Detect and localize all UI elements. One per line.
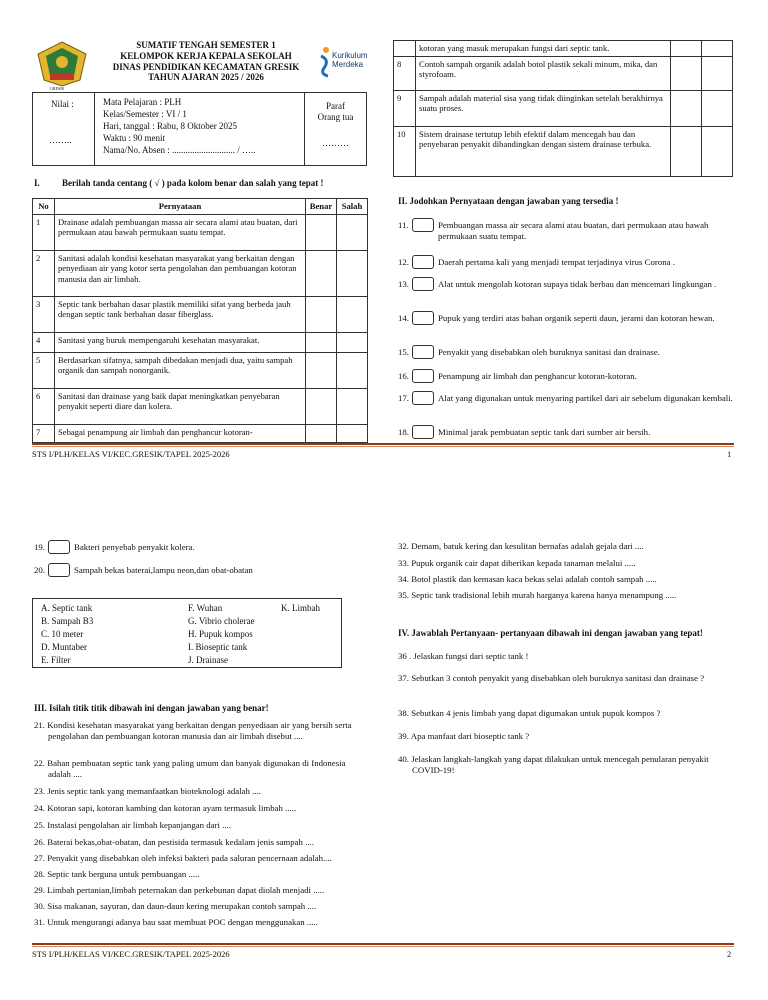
page-number-1: 1 — [727, 449, 732, 459]
header-line-4: TAHUN AJARAN 2025 / 2026 — [148, 72, 264, 83]
essay-question: 39. Apa manfaat dari bioseptic tank ? — [398, 731, 530, 741]
info-nama[interactable]: Nama/No. Absen : ............................ / ….. — [103, 145, 256, 155]
header-line-3: DINAS PENDIDIKAN KECAMATAN GRESIK — [112, 61, 300, 72]
col-header-salah: Salah — [336, 199, 367, 215]
table-row — [33, 250, 368, 296]
row-statement: Berdasarkan sifatnya, sampah dibedakan menjadi dua, yaitu sampah organik dan sampah nonorganik. — [54, 352, 305, 388]
fill-in-question: 23. Jenis septic tank yang memanfaatkan bioteknologi adalah .... — [34, 786, 261, 796]
matching-item — [398, 425, 734, 439]
item-number: 12. — [398, 257, 409, 267]
info-kelas: Kelas/Semester : VI / 1 — [103, 109, 187, 119]
row-number: 1 — [33, 214, 55, 250]
row-statement: Sanitasi dan drainase yang baik dapat meningkatkan penyebaran penyakit seperti diare dan kolera. — [54, 388, 305, 424]
footer-rule-thin-2 — [32, 946, 734, 947]
answer-option: J. Drainase — [188, 655, 228, 665]
col-header-no: No — [33, 199, 55, 215]
answer-box[interactable] — [412, 277, 434, 291]
matching-item — [398, 277, 734, 291]
item-number: 20. — [34, 565, 45, 575]
row-statement: Sistem drainase tertutup lebih efektif dalam mencegah bau dan penyebaran penyakit dibandingkan dengan sistem drainase terbuka. — [415, 126, 670, 176]
table-row — [394, 56, 733, 90]
answer-option: G. Vibrio cholerae — [188, 616, 255, 626]
info-mapel: Mata Pelajaran : PLH — [103, 97, 182, 107]
essay-question: 40. Jelaskan langkah-langkah yang dapat dilakukan untuk mencegah penularan penyakit COVID-19! — [398, 754, 709, 775]
item-number: 11. — [398, 220, 409, 230]
logo-text: GRESIK — [50, 86, 65, 91]
table-row — [33, 332, 368, 352]
benar-cell[interactable] — [306, 250, 337, 296]
matching-item — [34, 540, 364, 554]
item-text: Sampah bekas baterai,lampu neon,dan obat-obatan — [74, 565, 253, 575]
item-number: 17. — [398, 393, 409, 403]
row-statement: Septic tank berbahan dasar plastik memiliki sifat yang berbeda jauh dengan septic tank berbahan dasar fiberglass. — [54, 296, 305, 332]
true-false-table — [32, 198, 368, 443]
benar-cell[interactable] — [306, 388, 337, 424]
matching-item — [398, 311, 734, 325]
matching-item — [398, 345, 734, 359]
item-text: Alat untuk mengolah kotoran supaya tidak berbau dan mencemari lingkungan . — [438, 279, 717, 289]
fill-in-question: 29. Limbah pertanian,limbah peternakan dan perkebunan dapat diolah menjadi ..... — [34, 885, 325, 895]
benar-cell[interactable] — [306, 296, 337, 332]
kurikulum-merdeka-logo — [318, 42, 366, 84]
footer-rule — [32, 443, 734, 445]
salah-cell[interactable] — [336, 296, 367, 332]
fill-in-question: 22. Bahan pembuatan septic tank yang paling umum dan banyak digunakan di Indonesia adalah .... — [34, 758, 346, 779]
benar-cell[interactable] — [306, 424, 337, 442]
item-text: Penyakit yang disebabkan oleh buruknya sanitasi dan drainase. — [438, 347, 660, 357]
item-number: 19. — [34, 542, 45, 552]
answer-box[interactable] — [412, 218, 434, 232]
school-logo — [36, 40, 88, 88]
answer-option: E. Filter — [41, 655, 71, 665]
row-number: 7 — [33, 424, 55, 442]
table-row — [33, 352, 368, 388]
matching-item — [398, 255, 734, 269]
salah-cell[interactable] — [336, 424, 367, 442]
footer-text-page-1: STS I/PLH/KELAS VI/KEC.GRESIK/TAPEL 2025-2026 — [32, 449, 230, 459]
table-row — [33, 424, 368, 442]
paraf-blank[interactable]: ……… — [322, 137, 349, 148]
answer-box[interactable] — [412, 311, 434, 325]
answer-option: A. Septic tank — [41, 603, 93, 613]
true-false-table-continued — [393, 40, 733, 177]
row-statement: kotoran yang masuk merupakan fungsi dari septic tank. — [415, 41, 670, 57]
section-2-title: II. Jodohkan Pernyataan dengan jawaban yang tersedia ! — [398, 196, 619, 206]
fill-in-question: 30. Sisa makanan, sayuran, dan daun-daun kering merupakan contoh sampah .... — [34, 901, 317, 911]
item-text: Bakteri penyebab penyakit kolera. — [74, 542, 195, 552]
section-3-title: III. Isilah titik titik dibawah ini dengan jawaban yang benar! — [34, 703, 269, 713]
answer-box[interactable] — [412, 425, 434, 439]
row-number: 6 — [33, 388, 55, 424]
table-row — [394, 90, 733, 126]
answer-option: D. Muntaber — [41, 642, 87, 652]
benar-cell[interactable] — [671, 56, 702, 90]
item-text: Pembuangan massa air secara alami atau buatan, dari permukaan atau bawah permukaan suatu tempat. — [438, 220, 709, 241]
salah-cell[interactable] — [336, 214, 367, 250]
row-number: 10 — [394, 126, 416, 176]
header-line-2: KELOMPOK KERJA KEPALA SEKOLAH — [120, 50, 292, 61]
answer-option: H. Pupuk kompos — [188, 629, 253, 639]
info-hari: Hari, tanggal : Rabu, 8 Oktober 2025 — [103, 121, 237, 131]
answer-options-box — [32, 598, 342, 668]
item-text: Minimal jarak pembuatan septic tank dari sumber air bersih. — [438, 427, 651, 437]
benar-cell[interactable] — [671, 41, 702, 57]
fill-in-question: 24. Kotoran sapi, kotoran kambing dan kotoran ayam termasuk limbah ..... — [34, 803, 297, 813]
table-row — [394, 126, 733, 176]
answer-option: F. Wuhan — [188, 603, 223, 613]
info-waktu: Waktu : 90 menit — [103, 133, 166, 143]
table-row — [33, 296, 368, 332]
item-number: 15. — [398, 347, 409, 357]
salah-cell[interactable] — [702, 56, 733, 90]
fill-in-question: 35. Septic tank tradisional lebih murah harganya karena hanya menampung ..... — [398, 590, 677, 600]
row-number: 2 — [33, 250, 55, 296]
salah-cell[interactable] — [702, 41, 733, 57]
header-line-1: SUMATIF TENGAH SEMESTER 1 — [136, 40, 276, 50]
row-number: 9 — [394, 90, 416, 126]
item-number: 16. — [398, 371, 409, 381]
km-line-1: Kurikulum — [332, 51, 368, 60]
footer-rule-2 — [32, 943, 734, 945]
page-number-2: 2 — [727, 949, 732, 959]
answer-box[interactable] — [412, 345, 434, 359]
footer-text-page-2: STS I/PLH/KELAS VI/KEC.GRESIK/TAPEL 2025-2026 — [32, 949, 230, 959]
fill-in-question: 25. Instalasi pengolahan air limbah kepanjangan dari .... — [34, 820, 231, 830]
row-number — [394, 41, 416, 57]
answer-box[interactable] — [412, 369, 434, 383]
fill-in-question: 31. Untuk mengurangi adanya bau saat membuat POC dengan menggunakan ..... — [34, 917, 318, 927]
row-statement: Contoh sampah organik adalah botol plastik sekali minum, mika, dan styrofoam. — [415, 56, 670, 90]
exam-header — [96, 40, 316, 83]
item-number: 14. — [398, 313, 409, 323]
fill-in-question: 27. Penyakit yang disebabkan oleh infeksi bakteri pada saluran pencernaan adalah.... — [34, 853, 332, 863]
benar-cell[interactable] — [671, 126, 702, 176]
answer-option: B. Sampah B3 — [41, 616, 94, 626]
paraf-label: Paraf — [326, 101, 345, 111]
benar-cell[interactable] — [306, 332, 337, 352]
answer-box[interactable] — [48, 563, 70, 577]
row-statement: Drainase adalah pembuangan massa air secara alami atau buatan, dari permukaan atau bawah permukaan suatu tempat. — [54, 214, 305, 250]
item-text: Alat yang digunakan untuk menyaring partikel dari air sebelum digunakan kembali. — [438, 393, 733, 403]
fill-in-question: 28. Septic tank berguna untuk pembuangan ..... — [34, 869, 200, 879]
item-number: 18. — [398, 427, 409, 437]
answer-box[interactable] — [412, 255, 434, 269]
col-header-pernyataan: Pernyataan — [54, 199, 305, 215]
essay-question: 37. Sebutkan 3 contoh penyakit yang disebabkan oleh buruknya sanitasi dan drainase ? — [398, 673, 705, 683]
benar-cell[interactable] — [306, 214, 337, 250]
salah-cell[interactable] — [702, 126, 733, 176]
item-text: Pupuk yang terdiri atas bahan organik seperti daun, jerami dan kotoran hewan. — [438, 313, 715, 323]
footer-rule-thin — [32, 446, 734, 447]
salah-cell[interactable] — [336, 388, 367, 424]
fill-in-question: 33. Pupuk organik cair dapat diberikan kepada tanaman melalui ..... — [398, 558, 636, 568]
benar-cell[interactable] — [671, 90, 702, 126]
answer-option: C. 10 meter — [41, 629, 84, 639]
row-statement: Sampah adalah material sisa yang tidak diinginkan setelah berakhirnya suatu proses. — [415, 90, 670, 126]
section-1-title: I. Berilah tanda centang ( √ ) pada kolom benar dan salah yang tepat ! — [34, 178, 324, 188]
table-row — [394, 41, 733, 57]
fill-in-question: 34. Botol plastik dan kemasan kaca bekas selai adalah contoh sampah ..... — [398, 574, 657, 584]
fill-in-question: 26. Baterai bekas,obat-obatan, dan pestisida termasuk kedalam jenis sampah .... — [34, 837, 314, 847]
paraf-orang-tua-label: Orang tua — [317, 112, 354, 123]
answer-option: I. Bioseptic tank — [188, 642, 248, 652]
answer-box[interactable] — [48, 540, 70, 554]
matching-item — [398, 369, 734, 383]
salah-cell[interactable] — [336, 332, 367, 352]
row-statement: Sanitasi adalah kondisi kesehatan masyarakat yang berkaitan dengan penyediaan air yang kotor serta pengolahan dan pembuangan kotoran manusia dan air limbah. — [54, 250, 305, 296]
fill-in-question: 21. Kondisi kesehatan masyarakat yang berkaitan dengan penyediaan air yang bersih serta pengolahan dan pembuangan kotoran manusia dan air limbah disebut .... — [34, 720, 352, 741]
row-statement: Sebagai penampung air limbah dan penghancur kotoran- — [54, 424, 305, 442]
matching-item — [398, 391, 734, 405]
student-info-box — [32, 92, 367, 166]
row-number: 5 — [33, 352, 55, 388]
row-statement: Sanitasi yang buruk mempengaruhi kesehatan masyarakat. — [54, 332, 305, 352]
col-header-benar: Benar — [306, 199, 337, 215]
row-number: 8 — [394, 56, 416, 90]
table-row — [33, 214, 368, 250]
item-number: 13. — [398, 279, 409, 289]
answer-box[interactable] — [412, 391, 434, 405]
row-number: 3 — [33, 296, 55, 332]
nilai-label: Nilai : — [51, 99, 74, 109]
matching-item — [34, 563, 364, 577]
answer-option: K. Limbah — [281, 603, 320, 613]
essay-question: 36 . Jelaskan fungsi dari septic tank ! — [398, 651, 529, 661]
salah-cell[interactable] — [336, 352, 367, 388]
row-number: 4 — [33, 332, 55, 352]
salah-cell[interactable] — [702, 90, 733, 126]
item-text: Penampung air limbah dan penghancur kotoran-kotoran. — [438, 371, 637, 381]
matching-item — [398, 218, 734, 242]
km-line-2: Merdeka — [332, 59, 364, 69]
fill-in-question: 32. Demam, batuk kering dan kesulitan bernafas adalah gejala dari .... — [398, 541, 644, 551]
item-text: Daerah pertama kali yang menjadi tempat terjadinya virus Corona . — [438, 257, 675, 267]
nilai-blank[interactable]: …….. — [49, 135, 72, 145]
table-row — [33, 388, 368, 424]
essay-question: 38. Sebutkan 4 jenis limbah yang dapat digumakan untuk pupuk kompos ? — [398, 708, 661, 718]
benar-cell[interactable] — [306, 352, 337, 388]
salah-cell[interactable] — [336, 250, 367, 296]
section-4-title: IV. Jawablah Pertanyaan- pertanyaan dibawah ini dengan jawaban yang tepat! — [398, 628, 703, 638]
